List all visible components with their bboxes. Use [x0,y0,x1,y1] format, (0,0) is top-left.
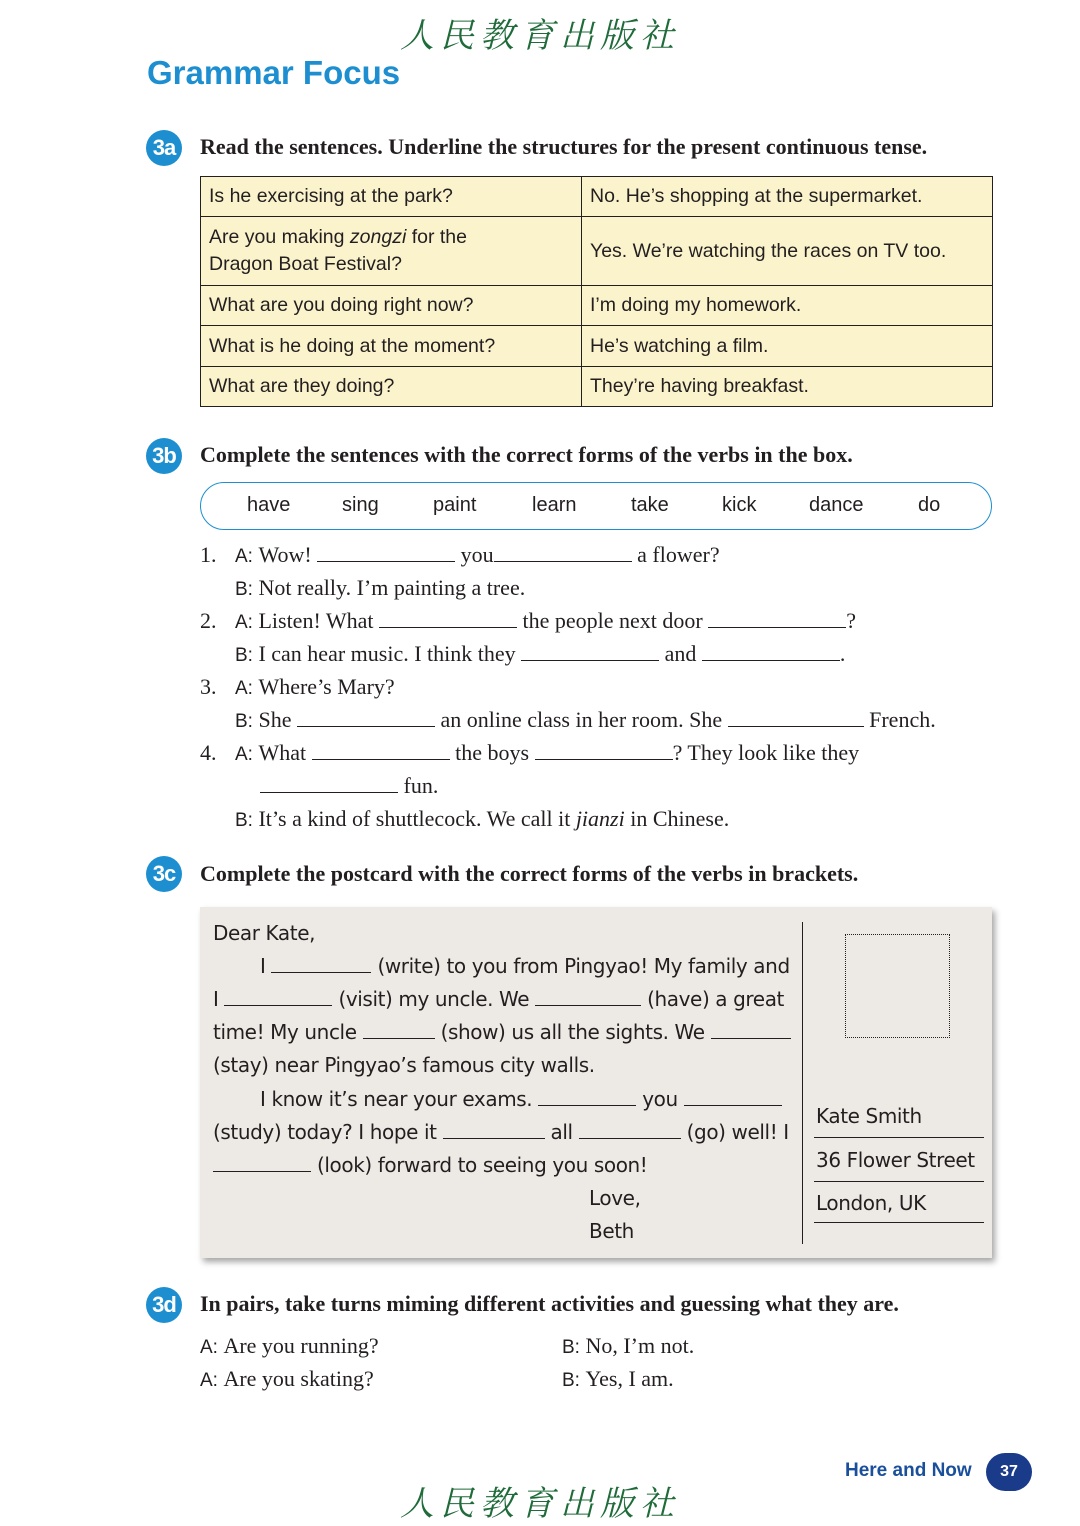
word-box-item: sing [342,494,379,516]
address-name: Kate Smith [816,1104,922,1128]
answer-blank[interactable] [363,1020,435,1039]
line-text: you [460,542,494,567]
instruction-3a: Read the sentences. Underline the structures for the present continuous tense. [200,134,928,159]
exercise-line-2b [235,641,845,667]
speaker-b: B: [235,645,253,666]
postcard-greeting: Dear Kate, [213,921,316,945]
line-text: the people next door [522,608,703,633]
answer-blank[interactable] [535,987,641,1006]
speaker-b: B: [235,810,253,831]
table-row [201,286,993,326]
postcard-line [213,1020,791,1044]
postcard-line [213,1153,647,1177]
answer-blank[interactable] [297,708,435,727]
postcard-text: (study) today? I hope it [213,1120,437,1144]
line-text: It’s a kind of shuttlecock. We call it [258,806,576,831]
word-box-item: learn [532,494,577,516]
answer-blank[interactable] [213,1153,311,1172]
table-row [201,367,993,407]
postcard-line [213,987,784,1011]
answer-blank[interactable] [260,774,398,793]
table-cell-question: What are you doing right now? [201,286,582,326]
postcard-text: (write) to you from Pingyao! My family and [377,954,790,978]
line-text: Not really. I’m painting a tree. [258,575,526,600]
line-text: fun. [403,773,439,798]
answer-blank[interactable] [708,609,846,628]
speaker-b: B: [235,711,253,732]
exercise-line-4a-cont [260,773,438,799]
postcard-signature: Beth [589,1219,634,1243]
postcard-line: (stay) near Pingyao’s famous city walls. [213,1053,595,1077]
verb-word-box [200,482,992,530]
postcard-text: (visit) my uncle. We [338,987,530,1011]
address-line [814,1181,984,1182]
table-row [201,326,993,367]
line-text: What [258,740,307,765]
postcard-text: I [213,987,219,1011]
publisher-watermark-bottom: 人民教育出版社 [400,1484,680,1524]
table-row [201,217,993,286]
answer-blank[interactable] [379,609,517,628]
word-box-item: kick [722,494,757,516]
exercise-line-4a [235,740,859,766]
answer-blank[interactable] [312,741,450,760]
line-text: French. [869,707,936,732]
answer-blank[interactable] [538,1087,636,1106]
address-city: London, UK [816,1191,926,1215]
dialogue-line [200,1366,374,1392]
exercise-line-2a [235,608,856,634]
line-text: and [664,641,697,666]
postcard-line [213,1120,789,1144]
question-text: for the [406,226,467,248]
question-italic-word: zongzi [349,226,407,248]
address-line [814,1222,984,1223]
line-text: I can hear music. I think they [258,641,516,666]
answer-blank[interactable] [521,642,659,661]
line-text: ? They look like they [672,740,860,765]
exercise-line-1a [235,542,720,568]
table-cell-question [201,217,582,286]
postcard-text: all [550,1120,573,1144]
postcard-text: (show) us all the sights. We [440,1020,705,1044]
word-box-item: dance [809,494,864,516]
postcard-text: (go) well! I [686,1120,789,1144]
word-box-item: have [247,494,291,516]
table-cell-question: Is he exercising at the park? [201,177,582,217]
instruction-3b: Complete the sentences with the correct forms of the verbs in the box. [200,442,853,467]
postcard-closing: Love, [589,1186,641,1210]
speaker-b: B: [562,1370,580,1391]
answer-blank[interactable] [535,741,673,760]
item-number-4: 4. [200,740,217,765]
address-street: 36 Flower Street [816,1148,975,1172]
exercise-line-4b [235,806,729,832]
instruction-3d: In pairs, take turns miming different activities and guessing what they are. [200,1291,899,1316]
grammar-table [200,176,993,407]
postcard-line [260,954,790,978]
line-text: ? [846,608,857,633]
answer-blank[interactable] [443,1120,545,1139]
stamp-box [845,934,950,1038]
line-text: No, I’m not. [585,1333,695,1358]
line-text: . [839,641,846,666]
dialogue-line [562,1333,694,1359]
item-number-2: 2. [200,608,217,633]
question-text: Are you making [209,226,350,248]
speaker-a: A: [235,612,253,633]
answer-blank[interactable] [728,708,864,727]
postcard-text: I know it’s near your exams. [260,1087,533,1111]
line-text: the boys [455,740,530,765]
speaker-a: A: [200,1370,218,1391]
line-text: an online class in her room. She [440,707,723,732]
table-cell-question: What is he doing at the moment? [201,326,582,367]
postcard-text: you [642,1087,678,1111]
answer-blank[interactable] [702,642,840,661]
postcard-text: (look) forward to seeing you soon! [316,1153,648,1177]
line-text: Are you skating? [223,1366,374,1391]
italic-word: jianzi [575,806,625,831]
exercise-line-3a [235,674,395,700]
item-number-1: 1. [200,542,217,567]
speaker-a: A: [235,678,253,699]
dialogue-line [200,1333,379,1359]
word-box-item: take [631,494,669,516]
postcard-text: (have) a great [647,987,784,1011]
line-text: She [258,707,292,732]
table-cell-answer: I’m doing my homework. [582,286,993,326]
question-text: Dragon Boat Festival? [209,253,402,275]
answer-blank[interactable] [271,954,371,973]
line-text: in Chinese. [624,806,730,831]
speaker-b: B: [235,579,253,600]
table-cell-answer: They’re having breakfast. [582,367,993,407]
speaker-a: A: [200,1337,218,1358]
line-text: Wow! [258,542,312,567]
answer-blank[interactable] [317,543,455,562]
answer-blank[interactable] [711,1020,791,1039]
speaker-a: A: [235,546,253,567]
postcard-text: I [260,954,266,978]
line-text: Listen! What [258,608,374,633]
postcard-line [260,1087,782,1111]
speaker-b: B: [562,1337,580,1358]
table-cell-question: What are they doing? [201,367,582,407]
badge-3d: 3d [146,1287,182,1323]
table-cell-answer: Yes. We’re watching the races on TV too. [582,217,993,286]
answer-blank[interactable] [224,987,332,1006]
exercise-line-3b [235,707,936,733]
badge-3b: 3b [146,438,182,474]
dialogue-line [562,1366,674,1392]
table-cell-answer: He’s watching a film. [582,326,993,367]
publisher-watermark-top: 人民教育出版社 [400,16,680,56]
instruction-3c: Complete the postcard with the correct forms of the verbs in brackets. [200,861,859,886]
answer-blank[interactable] [494,543,632,562]
page-number: 37 [986,1453,1032,1491]
line-text: a flower? [637,542,720,567]
badge-3c: 3c [146,856,182,892]
postcard-text: time! My uncle [213,1020,357,1044]
postcard-divider [802,922,803,1244]
table-row [201,177,993,217]
line-text: Are you running? [223,1333,379,1358]
address-line [814,1137,984,1138]
unit-title: Here and Now [845,1460,972,1481]
table-cell-answer: No. He’s shopping at the supermarket. [582,177,993,217]
word-box-item: do [918,494,941,516]
exercise-line-1b [235,575,525,601]
item-number-3: 3. [200,674,217,699]
speaker-a: A: [235,744,253,765]
page-title: Grammar Focus [147,54,401,91]
word-box-item: paint [433,494,477,516]
line-text: Where’s Mary? [258,674,395,699]
line-text: Yes, I am. [585,1366,674,1391]
badge-3a: 3a [146,130,182,166]
answer-blank[interactable] [579,1120,681,1139]
answer-blank[interactable] [684,1087,782,1106]
